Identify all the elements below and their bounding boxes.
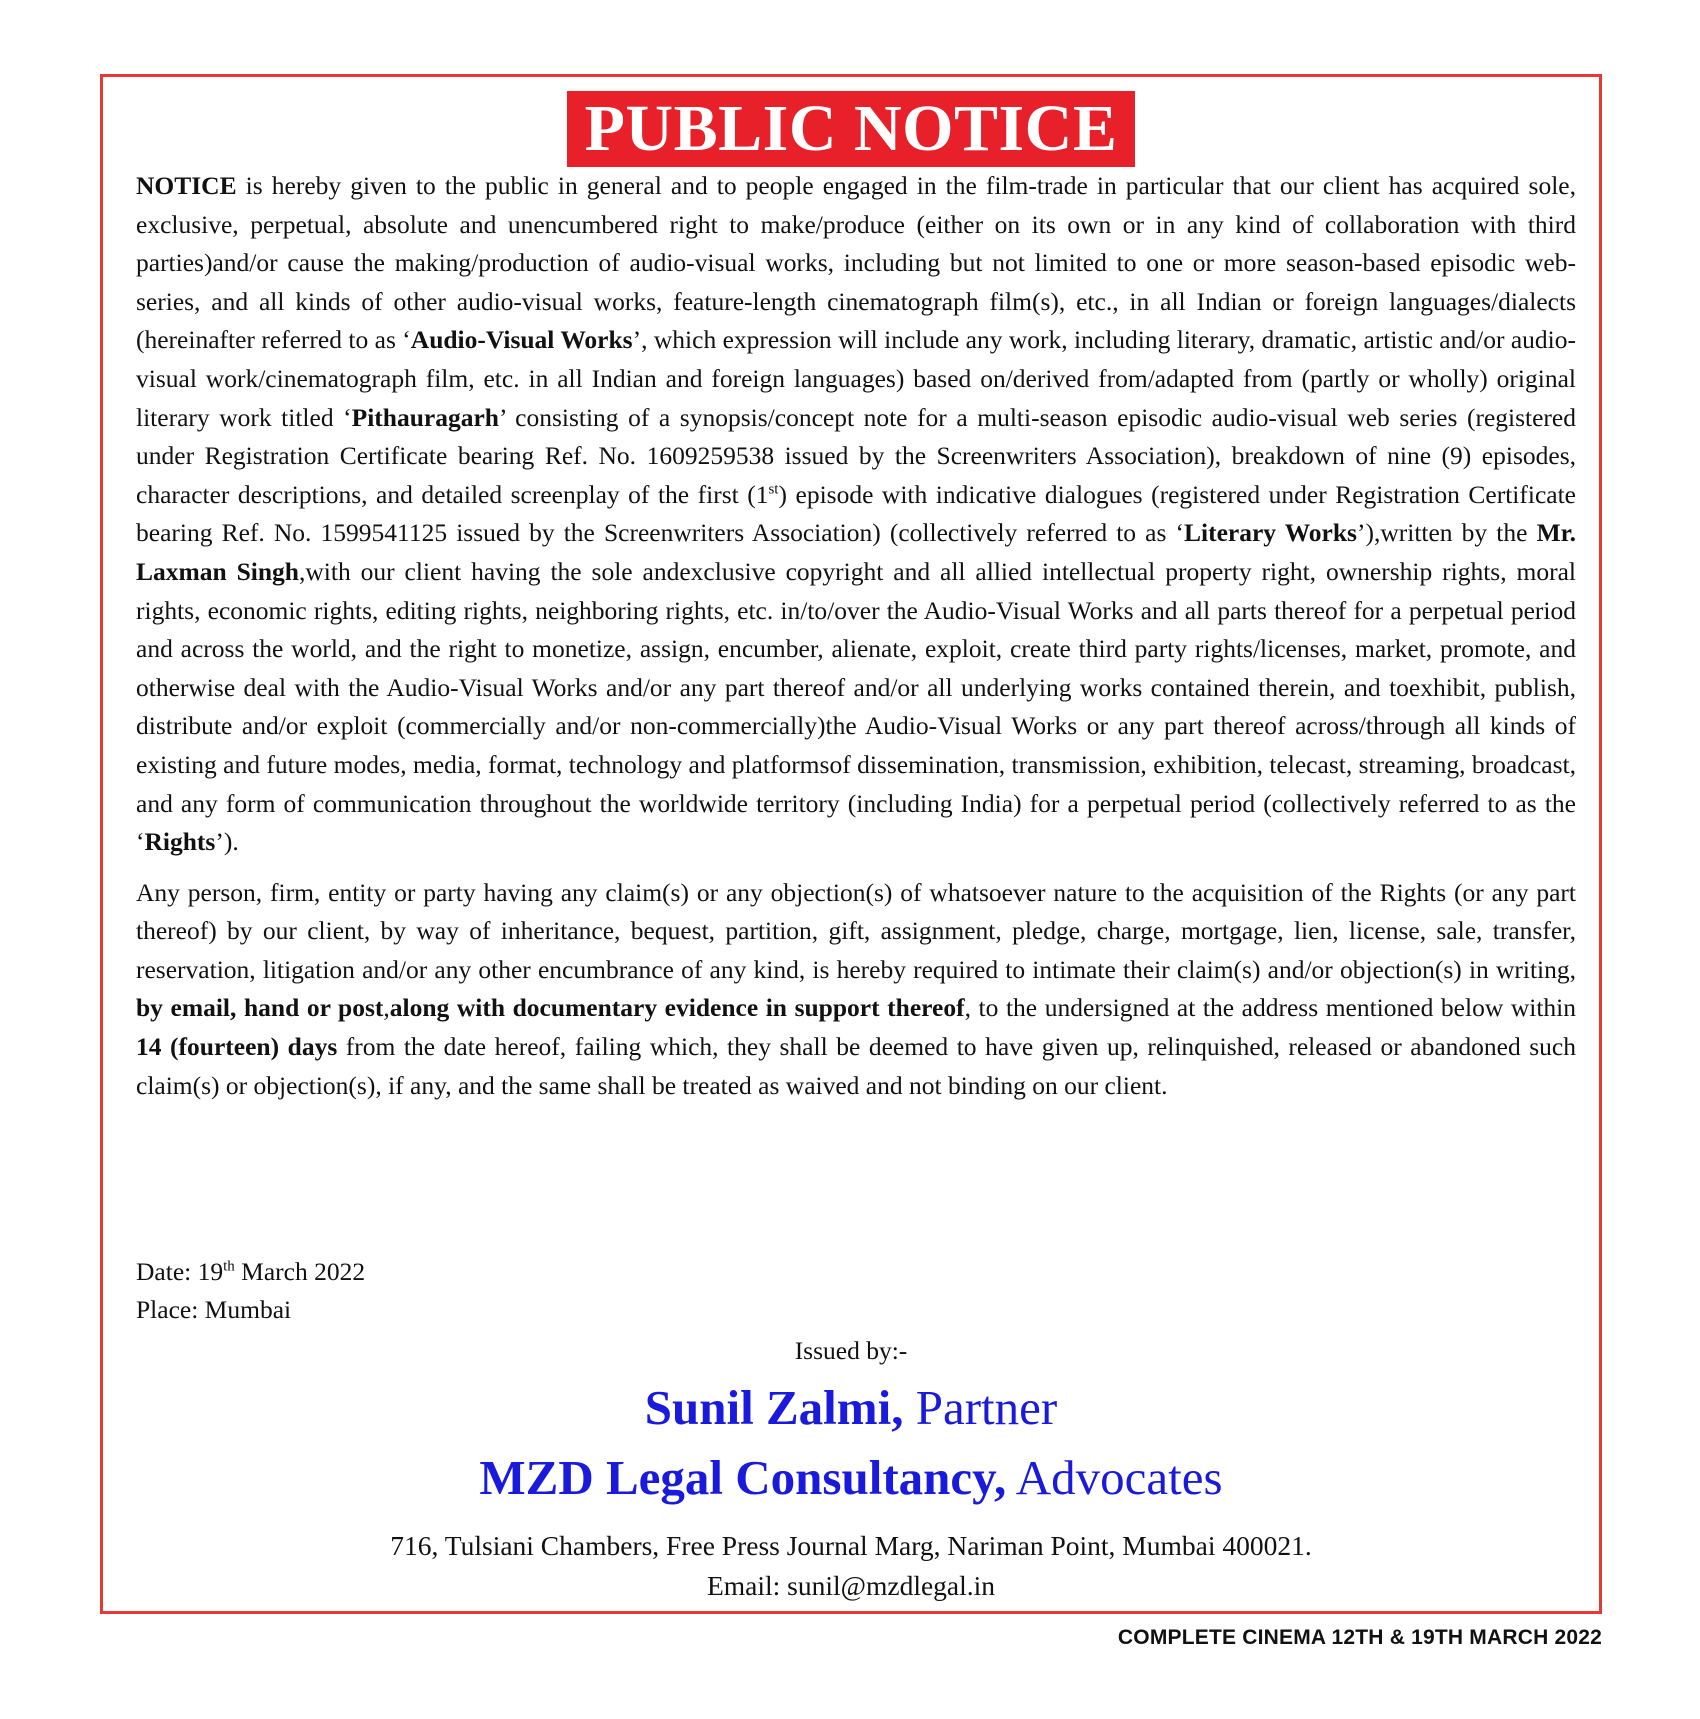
p2-run: from the date hereof, failing which, they shall be deemed to have given up, relinquished, released or abandoned such claim(s) or objection(s), if any, and the same shall be treated as waived and not binding on our client. (136, 1032, 1576, 1100)
p1-run: Mr. Laxman Singh (136, 518, 1576, 586)
notice-frame (100, 74, 1602, 1614)
signatory-name: Sunil Zalmi, (644, 1380, 904, 1435)
date-prefix: Date: 19 (136, 1257, 224, 1286)
signatory-role: Partner (903, 1380, 1058, 1435)
p1-run: st (768, 481, 779, 498)
p2-run: by email, hand or post (136, 993, 384, 1023)
p1-run: ’, which expression will include any work, including literary, dramatic, artistic and/or audio-visual work/cinematograph film, etc. in all Indian and foreign languages) based on/derived from/adapted from (partly or wholly) original literary work titled ‘ (136, 325, 1576, 432)
p1-run: is hereby given to the public in general and to people engaged in the film-trade in particular that our client has acquired sole, exclusive, perpetual, absolute and unencumbered right to make/produce (either on its own or in any kind of collaboration with third parties)and/or cause the making/production of audio-visual works, including but not limited to one or more season-based episodic web-series, and all kinds of other audio-visual works, feature-length cinematograph film(s), etc., in all Indian or foreign languages/dialects (hereinafter referred to as ‘ (136, 171, 1576, 355)
date-month-year: March 2022 (234, 1257, 366, 1286)
p1-run: Audio-Visual Works (410, 325, 633, 355)
notice-paragraph-1 (136, 167, 1576, 862)
p2-run: Any person, firm, entity or party having any claim(s) or any objection(s) of whatsoever nature to the acquisition of the Rights (or any part thereof) by our client, by way of inheritance, bequest, partition, gift, assignment, pledge, charge, mortgage, lien, license, sale, transfer, reservation, litigation and/or any other encumbrance of any kind, is hereby required to intimate their claim(s) and/or objection(s) in writing, (136, 877, 1576, 984)
p1-run: ’). (215, 827, 239, 857)
p1-run: Rights (144, 827, 216, 857)
p2-run: , to the undersigned at the address mentioned below within (964, 993, 1576, 1023)
p1-run: ,with our client having the sole andexclusive copyright and all allied intellectual property right, ownership rights, moral rights, economic rights, editing rights, neighboring rights, etc. in/to/over the Audio-Visual Works and all parts thereof for a perpetual period and across the world, and the right to monetize, assign, encumber, alienate, exploit, create third party rights/licenses, market, promote, and otherwise deal with the Audio-Visual Works and/or any part thereof and/or all underlying works contained therein, and toexhibit, publish, distribute and/or exploit (commercially and/or non-commercially)the Audio-Visual Works or any part thereof across/through all kinds of existing and future modes, media, format, technology and platformsof dissemination, transmission, exhibition, telecast, streaming, broadcast, and any form of communication throughout the worldwide territory (including India) for a perpetual period (collectively referred to as the ‘ (136, 556, 1577, 857)
p1-run: NOTICE (136, 171, 237, 200)
publication-footer: COMPLETE CINEMA 12TH & 19TH MARCH 2022 (1117, 1626, 1602, 1649)
notice-meta (136, 1253, 365, 1329)
notice-date (136, 1253, 365, 1291)
firm-email: Email: sunil@mzdlegal.in (706, 1570, 996, 1601)
notice-place: Place: Mumbai (136, 1295, 292, 1324)
firm-address: 716, Tulsiani Chambers, Free Press Journal Marg, Nariman Point, Mumbai 400021. (390, 1530, 1312, 1561)
p2-run: 14 (fourteen) days (136, 1032, 338, 1062)
firm-name: MZD Legal Consultancy, (479, 1450, 1007, 1505)
notice-title: PUBLIC NOTICE (567, 91, 1136, 167)
issued-by: Issued by:- (794, 1336, 908, 1365)
p1-run: ) episode with indicative dialogues (registered under Registration Certificate bearing Ref. No. 1599541125 issued by the Screenwriters Association) (collectively referred to as ‘ (136, 479, 1576, 548)
title-wrap (103, 91, 1599, 167)
p1-run: ’),written by the (1356, 518, 1537, 548)
signatory-line (103, 1379, 1599, 1437)
p1-run: Pithauragarh (351, 402, 499, 432)
firm-role: Advocates (1006, 1450, 1223, 1505)
p1-run: Literary Works (1184, 518, 1357, 548)
p2-run: along with documentary evidence in support thereof (389, 993, 965, 1023)
date-suffix-sup: th (223, 1258, 235, 1275)
notice-body (136, 167, 1576, 1105)
firm-line (103, 1449, 1599, 1507)
notice-paragraph-2 (136, 874, 1576, 1106)
p2-run: , (383, 993, 390, 1023)
p1-run: ’ consisting of a synopsis/concept note for a multi-season episodic audio-visual web series (registered under Registration Certificate bearing Ref. No. 1609259538 issued by the Screenwriters Association), breakdown of nine (9) episodes, character descriptions, and detailed screenplay of the first (1 (136, 402, 1576, 509)
